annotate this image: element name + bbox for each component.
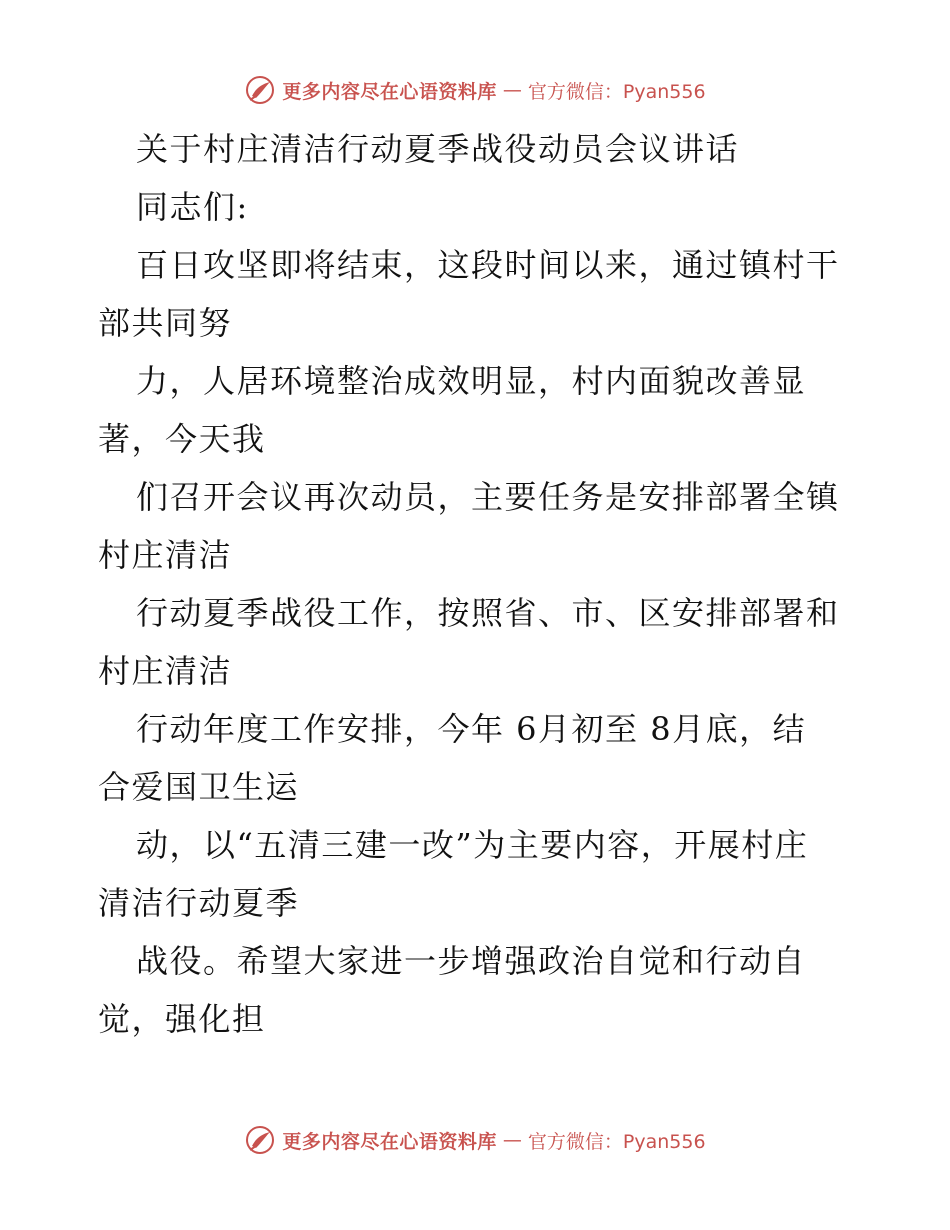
text-line: 力，人居环境整治成效明显，村内面貌改善显 (136, 362, 807, 400)
watermark-contact: 官方微信：Pyan556 (527, 1130, 706, 1153)
watermark-separator: — (502, 1129, 522, 1151)
text-line: 行动夏季战役工作，按照省、市、区安排部署和 (136, 594, 840, 632)
text-line: 行动年度工作安排，今年 6月初至 8月底，结 (136, 710, 807, 748)
text-line: 合爱国卫生运 (98, 768, 300, 806)
text-line: 清洁行动夏季 (98, 884, 300, 922)
text-line: 动，以“五清三建一改”为主要内容，开展村庄 (136, 826, 809, 864)
text-line: 著，今天我 (98, 420, 266, 458)
text-line: 村庄清洁 (98, 652, 233, 690)
text-line: 觉，强化担 (98, 1000, 266, 1038)
text-line: 们召开会议再次动员，主要任务是安排部署全镇 (136, 478, 840, 516)
watermark-contact: 官方微信：Pyan556 (527, 80, 706, 103)
watermark-footer (0, 1120, 950, 1160)
text-line: 部共同努 (98, 304, 233, 342)
watermark-separator: — (502, 79, 522, 101)
text-line: 村庄清洁 (98, 536, 233, 574)
document-body (98, 120, 858, 1048)
watermark-text: 更多内容尽在心语资料库 (282, 80, 497, 103)
salutation: 同志们: (136, 188, 249, 226)
watermark-header (0, 70, 950, 110)
text-line: 百日攻坚即将结束，这段时间以来，通过镇村干 (136, 246, 840, 284)
document-title: 关于村庄清洁行动夏季战役动员会议讲话 (136, 130, 740, 168)
watermark-text: 更多内容尽在心语资料库 (282, 1130, 497, 1153)
text-line: 战役。希望大家进一步增强政治自觉和行动自 (136, 942, 807, 980)
pen-logo-icon (244, 1124, 276, 1156)
pen-logo-icon (244, 74, 276, 106)
